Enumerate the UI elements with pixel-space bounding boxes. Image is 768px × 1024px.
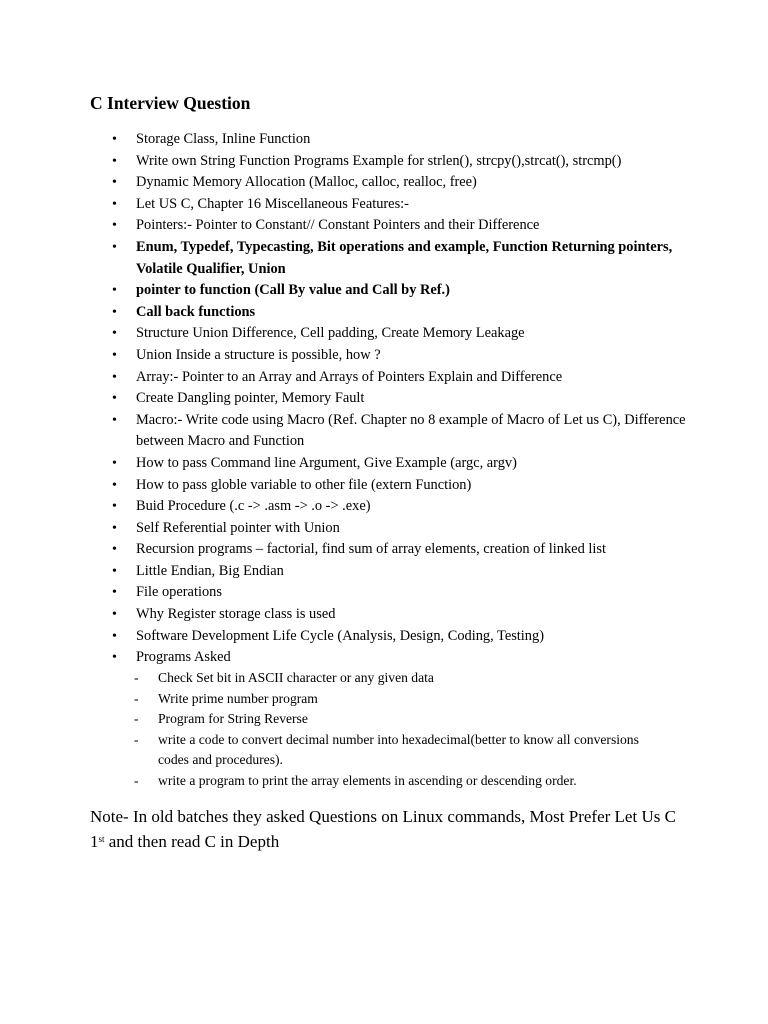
list-item bbox=[0, 194, 768, 216]
note-text: Note- In old batches they asked Questions on Linux commands, Most Prefer Let Us C 1 bbox=[90, 807, 676, 851]
dash-icon: - bbox=[134, 731, 139, 747]
list-item bbox=[0, 626, 768, 648]
list-item bbox=[0, 561, 768, 583]
list-item bbox=[0, 237, 768, 280]
list-item-text: Software Development Life Cycle (Analysis, Design, Coding, Testing) bbox=[136, 627, 544, 644]
list-item bbox=[0, 172, 768, 194]
bullet-icon: • bbox=[112, 563, 117, 579]
bullet-icon: • bbox=[112, 175, 117, 191]
dash-icon: - bbox=[134, 772, 139, 788]
list-item bbox=[0, 323, 768, 345]
note-paragraph bbox=[90, 804, 690, 854]
list-item-text: Pointers:- Pointer to Constant// Constant Pointers and their Difference bbox=[136, 217, 540, 234]
list-item bbox=[0, 475, 768, 497]
list-item-text: How to pass globle variable to other file (extern Function) bbox=[136, 476, 472, 493]
list-item bbox=[0, 647, 768, 669]
sub-list-item-text: Check Set bit in ASCII character or any given data bbox=[158, 670, 434, 685]
bullet-icon: • bbox=[112, 218, 117, 234]
document-title: C Interview Question bbox=[90, 93, 251, 113]
list-item-text: Storage Class, Inline Function bbox=[136, 131, 311, 147]
list-item bbox=[0, 151, 768, 173]
list-item bbox=[0, 604, 768, 626]
list-item-text: Union Inside a structure is possible, how ? bbox=[136, 346, 381, 363]
bullet-icon: • bbox=[112, 196, 117, 212]
list-item-text: Let US C, Chapter 16 Miscellaneous Features:- bbox=[136, 195, 409, 212]
topic-list bbox=[0, 129, 768, 669]
list-item-text: Call back functions bbox=[136, 303, 256, 320]
list-item-text: File operations bbox=[136, 584, 222, 601]
sub-list-item bbox=[0, 709, 768, 730]
list-item bbox=[0, 280, 768, 302]
list-item-text: Buid Procedure (.c -> .asm -> .o -> .exe) bbox=[136, 498, 371, 515]
dash-icon: - bbox=[134, 690, 139, 706]
list-item-text: Enum, Typedef, Typecasting, Bit operations and example, Function Returning pointers, Volatile Qualifier, Union bbox=[136, 238, 673, 277]
list-item-text: Why Register storage class is used bbox=[136, 606, 336, 623]
list-item bbox=[0, 388, 768, 410]
list-item bbox=[0, 129, 768, 151]
list-item bbox=[0, 539, 768, 561]
sub-list-item bbox=[0, 771, 768, 792]
bullet-icon: • bbox=[112, 283, 117, 299]
note-superscript: st bbox=[98, 834, 105, 844]
bullet-icon: • bbox=[112, 650, 117, 666]
bullet-icon: • bbox=[112, 499, 117, 515]
bullet-icon: • bbox=[112, 585, 117, 601]
list-item bbox=[0, 367, 768, 389]
dash-icon: - bbox=[134, 711, 139, 727]
bullet-icon: • bbox=[112, 239, 117, 255]
list-item bbox=[0, 410, 768, 453]
bullet-icon: • bbox=[112, 132, 117, 147]
bullet-icon: • bbox=[112, 347, 117, 363]
bullet-icon: • bbox=[112, 369, 117, 385]
bullet-icon: • bbox=[112, 628, 117, 644]
bullet-icon: • bbox=[112, 520, 117, 536]
list-item-text: Structure Union Difference, Cell padding, Create Memory Leakage bbox=[136, 325, 525, 342]
sub-list-item bbox=[0, 689, 768, 710]
list-item bbox=[0, 496, 768, 518]
bullet-icon: • bbox=[112, 412, 117, 428]
list-item bbox=[0, 582, 768, 604]
sub-list-item-text: Write prime number program bbox=[158, 690, 318, 706]
list-item-text: Little Endian, Big Endian bbox=[136, 562, 284, 579]
bullet-icon: • bbox=[112, 607, 117, 623]
sub-list-item bbox=[0, 730, 768, 771]
bullet-icon: • bbox=[112, 391, 117, 407]
list-item-text: Macro:- Write code using Macro (Ref. Chapter no 8 example of Macro of Let us C), Difference between Macro and Function bbox=[136, 411, 686, 450]
sub-list-item-text: write a program to print the array elements in ascending or descending order. bbox=[158, 772, 577, 788]
list-item-text: Self Referential pointer with Union bbox=[136, 519, 340, 536]
list-item-text: pointer to function (Call By value and Call by Ref.) bbox=[136, 282, 450, 299]
list-item bbox=[0, 215, 768, 237]
list-item-text: Array:- Pointer to an Array and Arrays of Pointers Explain and Difference bbox=[136, 368, 563, 385]
sub-list-item-text: Program for String Reverse bbox=[158, 711, 308, 727]
bullet-icon: • bbox=[112, 477, 117, 493]
dash-icon: - bbox=[134, 670, 139, 685]
list-item-text: Write own String Function Programs Example for strlen(), strcpy(),strcat(), strcmp() bbox=[136, 152, 622, 169]
sub-list-item bbox=[0, 668, 768, 689]
bullet-icon: • bbox=[112, 304, 117, 320]
list-item-text: Recursion programs – factorial, find sum of array elements, creation of linked list bbox=[136, 541, 606, 558]
programs-asked-list bbox=[0, 668, 768, 792]
list-item-text: Dynamic Memory Allocation (Malloc, calloc, realloc, free) bbox=[136, 174, 477, 191]
list-item bbox=[0, 518, 768, 540]
bullet-icon: • bbox=[112, 326, 117, 342]
bullet-icon: • bbox=[112, 153, 117, 169]
bullet-icon: • bbox=[112, 542, 117, 558]
list-item bbox=[0, 453, 768, 475]
list-item-text: How to pass Command line Argument, Give Example (argc, argv) bbox=[136, 454, 517, 471]
list-item bbox=[0, 302, 768, 324]
note-text-end: and then read C in Depth bbox=[104, 832, 280, 851]
sub-list-item-text: write a code to convert decimal number into hexadecimal(better to know all conversions codes and procedures). bbox=[158, 731, 639, 768]
list-item-text: Create Dangling pointer, Memory Fault bbox=[136, 390, 365, 407]
bullet-icon: • bbox=[112, 455, 117, 471]
list-item bbox=[0, 345, 768, 367]
list-item-text: Programs Asked bbox=[136, 649, 231, 666]
